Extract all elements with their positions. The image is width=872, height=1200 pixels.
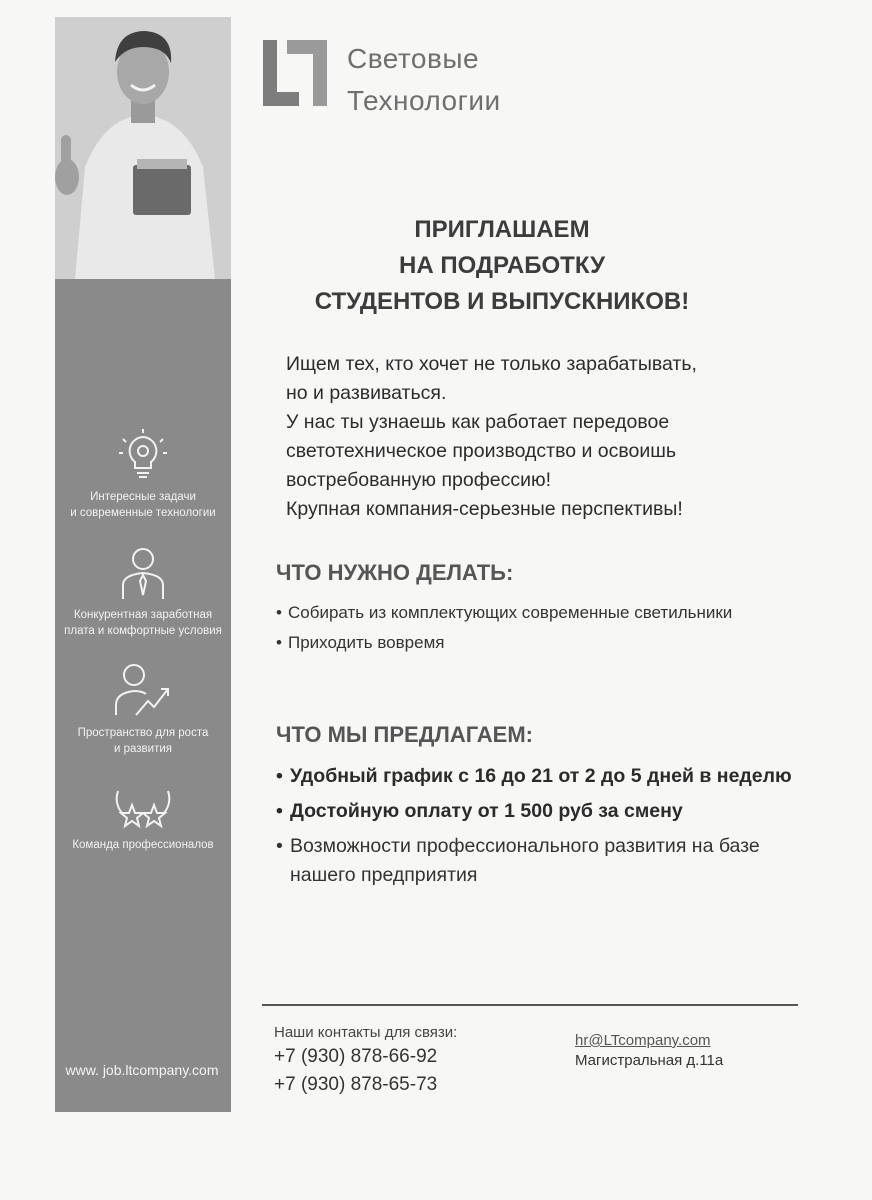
sidebar <box>55 17 231 1112</box>
benefit-label: Конкурентная заработная <box>73 609 213 621</box>
headline-line: СТУДЕНТОВ И ВЫПУСКНИКОВ! <box>314 288 690 315</box>
team-stars-icon <box>112 783 174 831</box>
divider <box>262 1004 798 1006</box>
benefit-item <box>55 661 231 757</box>
person-growth-icon <box>112 661 174 719</box>
benefit-item <box>55 783 231 853</box>
phone-number[interactable]: +7 (930) 878-65-73 <box>274 1074 438 1095</box>
todo-list <box>276 600 756 660</box>
student-photo <box>55 17 231 279</box>
intro-line: но и развиваться. <box>286 382 447 404</box>
contacts-label: Наши контакты для связи: <box>274 1024 458 1041</box>
intro-line: востребованную профессию! <box>286 469 552 491</box>
logo-line: Технологии <box>347 85 501 116</box>
benefit-label: и развития <box>113 743 172 755</box>
intro-line: Крупная компания-серьезные перспективы! <box>286 498 683 520</box>
logo-text <box>347 38 501 122</box>
offer-title: ЧТО МЫ ПРЕДЛАГАЕМ: <box>276 722 534 747</box>
intro-text <box>286 350 806 524</box>
benefit-label: и современные технологии <box>70 507 216 519</box>
lt-logo-icon <box>263 38 331 110</box>
benefit-label: плата и комфортные условия <box>64 625 222 637</box>
address: Магистральная д.11а <box>575 1052 724 1069</box>
intro-line: Ищем тех, кто хочет не только зарабатывать, <box>286 353 697 375</box>
website-url[interactable]: www. job.ltcompany.com <box>65 1062 219 1078</box>
intro-line: светотехническое производство и освоишь <box>286 440 677 462</box>
list-item: • Собирать из комплектующих современные светильники <box>276 600 756 626</box>
benefit-label: Команда профессионалов <box>72 839 214 851</box>
intro-line: У нас ты узнаешь как работает передовое <box>286 411 670 433</box>
headline <box>262 212 742 320</box>
email-link[interactable]: hr@LTcompany.com <box>575 1032 711 1049</box>
benefit-label: Пространство для роста <box>77 727 209 739</box>
list-item: • Приходить вовремя <box>276 630 756 656</box>
list-item: • Достойную оплату от 1 500 руб за смену <box>276 797 796 826</box>
offer-list <box>276 762 796 896</box>
person-tie-icon <box>115 545 171 601</box>
benefit-item <box>55 545 231 639</box>
lightbulb-gear-icon <box>115 427 171 483</box>
headline-line: ПРИГЛАШАЕМ <box>414 216 590 243</box>
phone-number[interactable]: +7 (930) 878-66-92 <box>274 1046 438 1067</box>
logo-line: Световые <box>347 43 480 74</box>
list-item: • Возможности профессионального развития на базе нашего предприятия <box>276 832 796 890</box>
benefit-item <box>55 427 231 521</box>
benefit-label: Интересные задачи <box>90 491 196 503</box>
todo-title: ЧТО НУЖНО ДЕЛАТЬ: <box>276 560 514 585</box>
list-item: • Удобный график с 16 до 21 от 2 до 5 дней в неделю <box>276 762 796 791</box>
headline-line: НА ПОДРАБОТКУ <box>398 252 605 279</box>
